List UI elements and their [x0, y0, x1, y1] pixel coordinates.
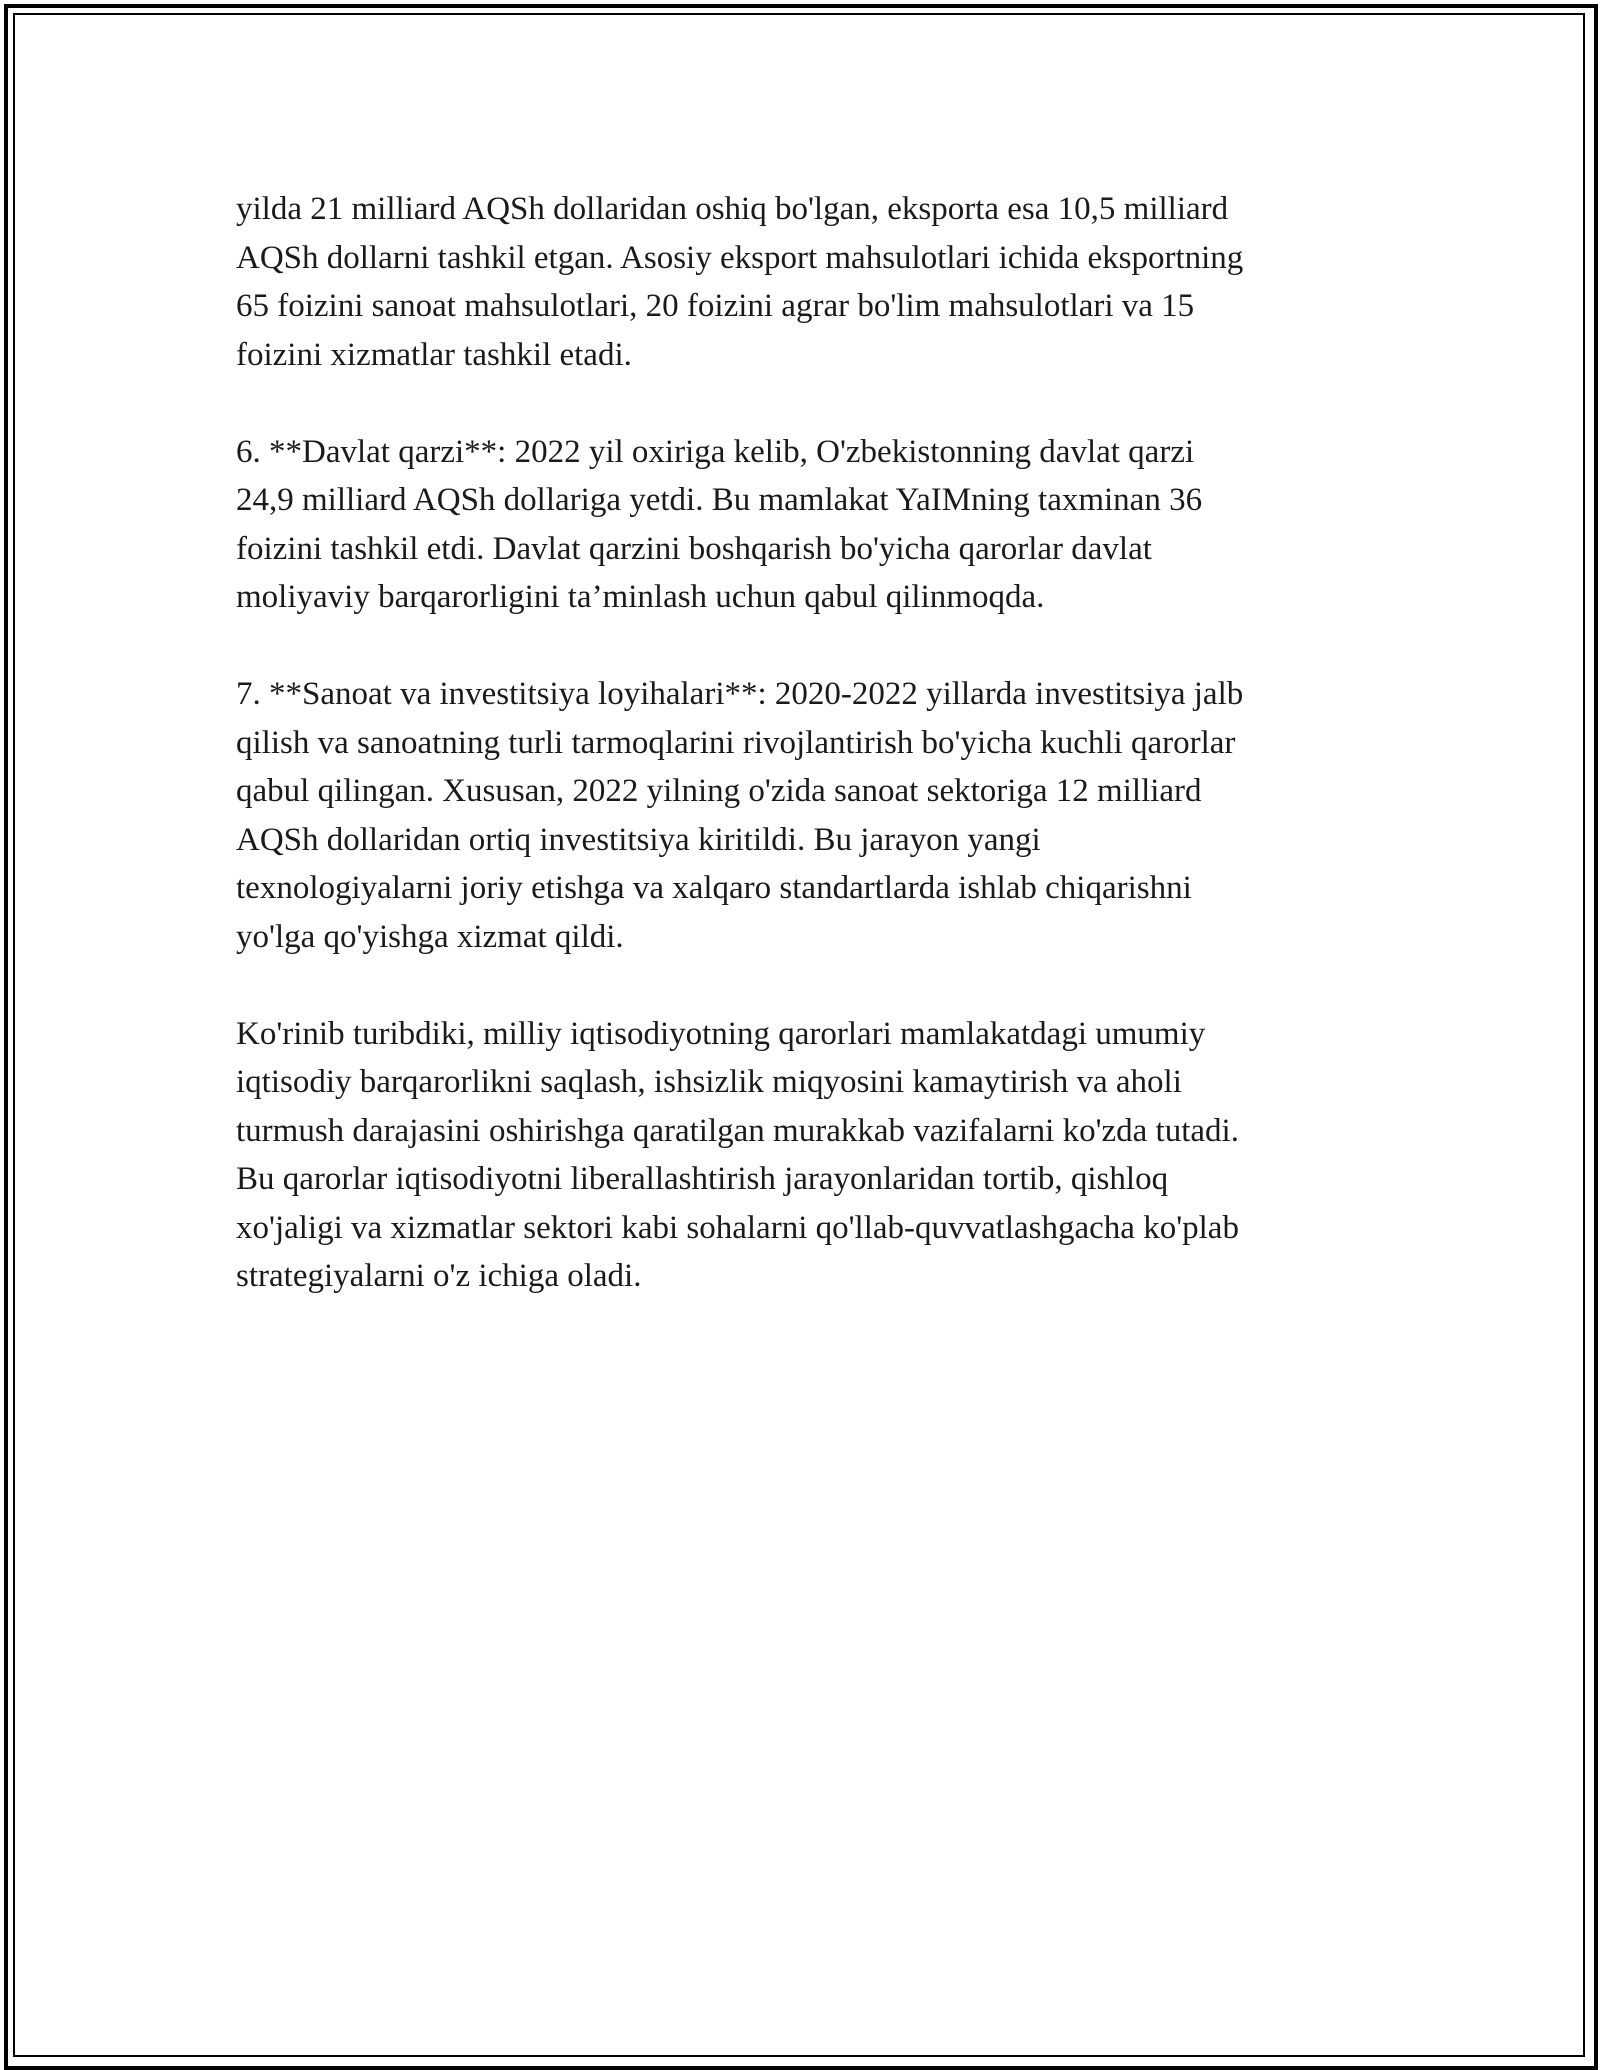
text-line: strategiyalarni o'z ichiga oladi.	[236, 1258, 642, 1294]
text-line: moliyaviy barqarorligini ta’minlash uchun qabul qilinmoqda.	[236, 579, 1045, 615]
text-line: yo'lga qo'yishga xizmat qildi.	[236, 918, 624, 955]
text-line: foizini tashkil etdi. Davlat qarzini boshqarish bo'yicha qarorlar davlat	[236, 530, 1152, 567]
paragraph-state-debt	[236, 428, 1376, 622]
text-line: xo'jaligi va xizmatlar sektori kabi sohalarni qo'llab-quvvatlashgacha ko'plab	[236, 1209, 1239, 1246]
paragraph-conclusion	[236, 1010, 1376, 1301]
paragraph-industry-investment	[236, 670, 1376, 961]
text-line: turmush darajasini oshirishga qaratilgan murakkab vazifalarni ko'zda tutadi.	[236, 1112, 1239, 1149]
text-line: iqtisodiy barqarorlikni saqlash, ishsizlik miqyosini kamaytirish va aholi	[236, 1064, 1182, 1100]
text-line: 6. **Davlat qarzi**: 2022 yil oxiriga kelib, O'zbekistonning davlat qarzi	[236, 433, 1195, 470]
document-body	[236, 185, 1376, 1349]
text-line: 7. **Sanoat va investitsiya loyihalari**: 2020-2022 yillarda investitsiya jalb	[236, 676, 1244, 712]
text-line: 65 foizini sanoat mahsulotlari, 20 foizini agrar bo'lim mahsulotlari va 15	[236, 288, 1195, 324]
text-line: yilda 21 milliard AQSh dollaridan oshiq bo'lgan, eksporta esa 10,5 milliard	[236, 191, 1229, 227]
text-line: AQSh dollaridan ortiq investitsiya kiritildi. Bu jarayon yangi	[236, 821, 1041, 858]
text-line: texnologiyalarni joriy etishga va xalqaro standartlarda ishlab chiqarishni	[236, 870, 1192, 906]
text-line: qilish va sanoatning turli tarmoqlarini rivojlantirish bo'yicha kuchli qarorlar	[236, 724, 1236, 761]
text-line: qabul qilingan. Xususan, 2022 yilning o'zida sanoat sektoriga 12 milliard	[236, 773, 1202, 809]
text-line: foizini xizmatlar tashkil etadi.	[236, 336, 632, 373]
text-line: Bu qarorlar iqtisodiyotni liberallashtirish jarayonlaridan tortib, qishloq	[236, 1161, 1169, 1197]
text-line: 24,9 milliard AQSh dollariga yetdi. Bu mamlakat YaIMning taxminan 36	[236, 482, 1203, 518]
text-line: AQSh dollarni tashkil etgan. Asosiy eksport mahsulotlari ichida eksportning	[236, 239, 1244, 276]
paragraph-trade	[236, 185, 1376, 379]
text-line: Ko'rinib turibdiki, milliy iqtisodiyotning qarorlari mamlakatdagi umumiy	[236, 1015, 1206, 1052]
